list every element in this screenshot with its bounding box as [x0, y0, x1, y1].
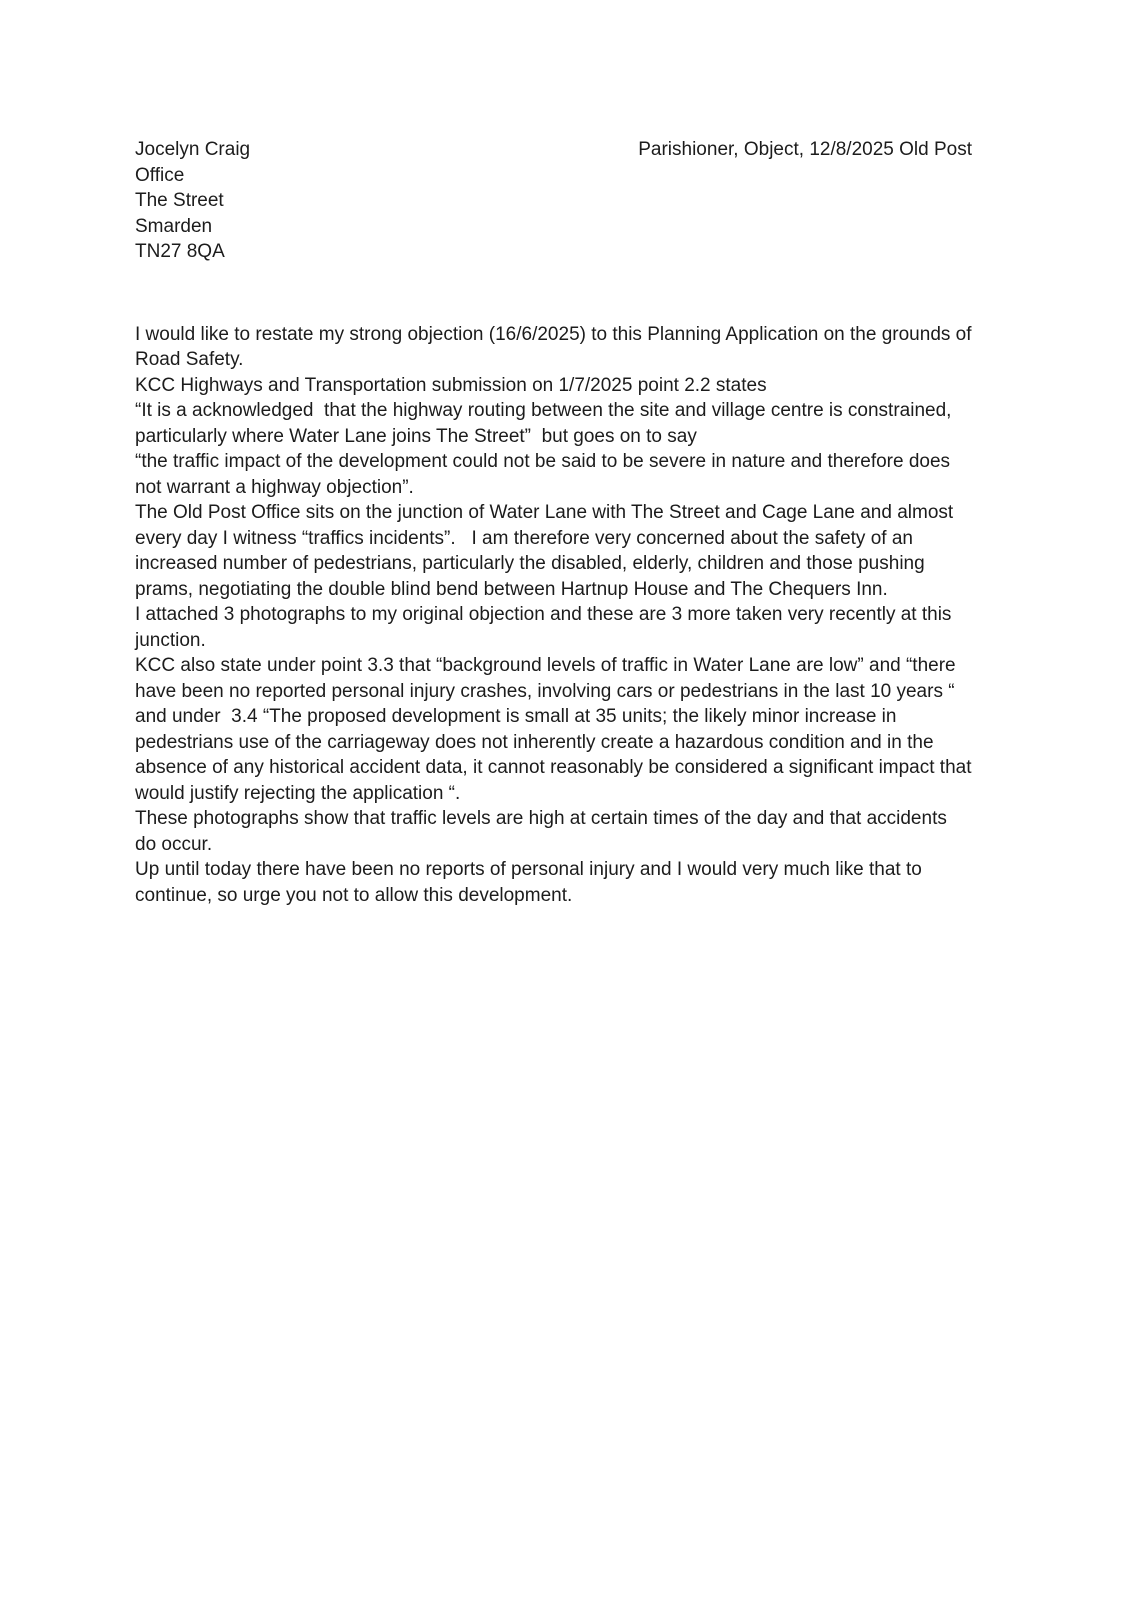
sender-name: Jocelyn Craig [135, 139, 251, 160]
paragraph: I attached 3 photographs to my original objection and these are 3 more taken very recently at this junction. [135, 604, 957, 651]
paragraph: These photographs show that traffic levels are high at certain times of the day and that accidents do occur. [135, 808, 953, 855]
paragraph: I would like to restate my strong objection (16/6/2025) to this Planning Application on the grounds of Road Safety. [135, 323, 977, 370]
submission-meta: Parishioner, Object, 12/8/2025 Old Post [638, 139, 972, 160]
paragraph: “It is a acknowledged that the highway routing between the site and village centre is constrained, particularly where Water Lane joins The Street” but goes on to say [135, 400, 957, 447]
sender-address-line: Office [135, 164, 185, 186]
letter-header [135, 137, 972, 265]
paragraph: KCC also state under point 3.3 that “background levels of traffic in Water Lane are low” and “there have been no reported personal injury crashes, involving cars or pedestrians in the last 10 years “ and under 3.4 “The proposed development is small at 35 units; the likely minor increase in pedestrians use of the carriageway does not inherently create a hazardous condition and in the absence of any historical accident data, it cannot reasonably be considered a significant impact that would justify rejecting the application “. [135, 655, 977, 804]
sender-address-line: The Street [135, 190, 224, 211]
paragraph: “the traffic impact of the development could not be said to be severe in nature and therefore does not warrant a highway objection”. [135, 451, 956, 498]
sender-postcode: TN27 8QA [135, 241, 225, 262]
sender-address [135, 137, 250, 265]
paragraph: The Old Post Office sits on the junction of Water Lane with The Street and Cage Lane and almost every day I witness “traffics incidents”. I am therefore very concerned about the safety of an increased number of pedestrians, particularly the disabled, elderly, children and those pushing prams, negotiating the double blind bend between Hartnup House and The Chequers Inn. [135, 502, 959, 600]
paragraph: KCC Highways and Transportation submission on 1/7/2025 point 2.2 states [135, 374, 767, 396]
sender-address-line: Smarden [135, 215, 213, 237]
paragraph: Up until today there have been no reports of personal injury and I would very much like that to continue, so urge you not to allow this development. [135, 859, 928, 906]
letter-body [135, 322, 977, 909]
